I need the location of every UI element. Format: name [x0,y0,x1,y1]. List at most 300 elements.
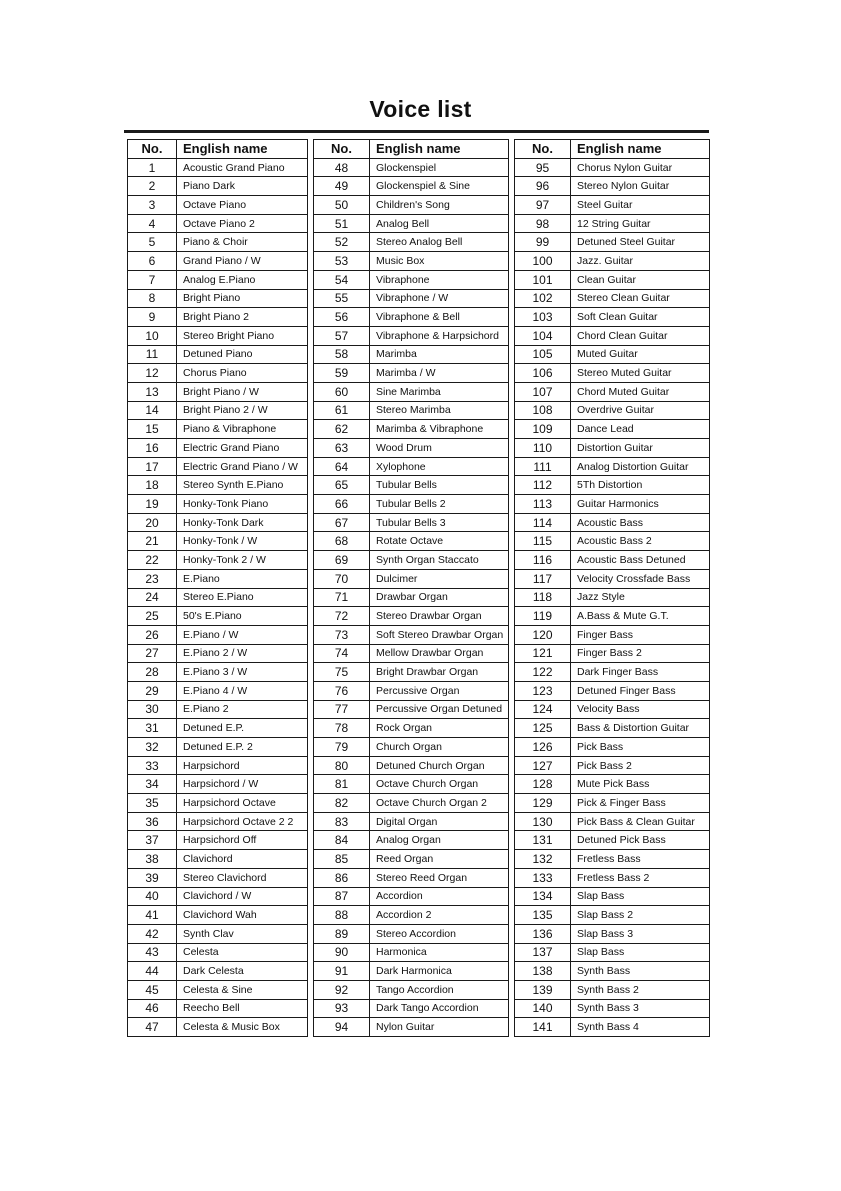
voice-name: Mellow Drawbar Organ [370,644,509,663]
voice-name: Guitar Harmonics [571,495,710,514]
voice-name: Stereo Synth E.Piano [177,476,308,495]
voice-name: Celesta [177,943,308,962]
voice-number: 61 [314,401,370,420]
voice-name: Stereo Accordion [370,924,509,943]
voice-name: Rotate Octave [370,532,509,551]
voice-number: 91 [314,962,370,981]
voice-number: 116 [515,551,571,570]
voice-name: Slap Bass [571,887,710,906]
voice-name: E.Piano 2 / W [177,644,308,663]
voice-number: 96 [515,177,571,196]
voice-number: 25 [128,607,177,626]
voice-name: E.Piano 4 / W [177,681,308,700]
table-row [128,719,710,738]
voice-name: E.Piano [177,569,308,588]
voice-number: 2 [128,177,177,196]
voice-number: 11 [128,345,177,364]
voice-number: 128 [515,775,571,794]
voice-name: Overdrive Guitar [571,401,710,420]
voice-name: E.Piano 2 [177,700,308,719]
voice-number: 140 [515,999,571,1018]
voice-number: 139 [515,980,571,999]
voice-number: 131 [515,831,571,850]
voice-name: Clavichord Wah [177,906,308,925]
table-row [128,196,710,215]
voice-number: 90 [314,943,370,962]
voice-number: 93 [314,999,370,1018]
voice-number: 88 [314,906,370,925]
table-row [128,551,710,570]
voice-number: 119 [515,607,571,626]
voice-name: Stereo Marimba [370,401,509,420]
voice-name: Glockenspiel & Sine [370,177,509,196]
voice-number: 121 [515,644,571,663]
voice-number: 126 [515,738,571,757]
voice-number: 77 [314,700,370,719]
voice-name: Clean Guitar [571,270,710,289]
table-row [128,663,710,682]
voice-number: 114 [515,513,571,532]
voice-number: 38 [128,850,177,869]
table-row [128,775,710,794]
voice-name: Grand Piano / W [177,252,308,271]
voice-number: 63 [314,439,370,458]
voice-name: Mute Pick Bass [571,775,710,794]
voice-name: Analog Distortion Guitar [571,457,710,476]
voice-number: 83 [314,812,370,831]
voice-name: Detuned E.P. [177,719,308,738]
voice-name: Slap Bass 2 [571,906,710,925]
voice-number: 15 [128,420,177,439]
table-row [128,420,710,439]
voice-name: Electric Grand Piano [177,439,308,458]
table-row [128,850,710,869]
voice-number: 111 [515,457,571,476]
voice-name: Finger Bass [571,625,710,644]
header-no: No. [314,140,370,159]
table-row [128,906,710,925]
table-row [128,513,710,532]
voice-number: 86 [314,868,370,887]
voice-number: 43 [128,943,177,962]
voice-name: Dark Harmonica [370,962,509,981]
voice-name: Accordion [370,887,509,906]
voice-name: Vibraphone / W [370,289,509,308]
voice-name: Stereo Nylon Guitar [571,177,710,196]
voice-number: 49 [314,177,370,196]
table-row [128,401,710,420]
voice-number: 136 [515,924,571,943]
voice-number: 8 [128,289,177,308]
voice-number: 5 [128,233,177,252]
voice-number: 23 [128,569,177,588]
voice-name: Honky-Tonk Piano [177,495,308,514]
table-row [128,831,710,850]
voice-number: 17 [128,457,177,476]
voice-name: Glockenspiel [370,158,509,177]
table-row [128,439,710,458]
voice-name: Bright Piano 2 [177,308,308,327]
voice-number: 72 [314,607,370,626]
voice-number: 109 [515,420,571,439]
voice-number: 99 [515,233,571,252]
voice-name: Digital Organ [370,812,509,831]
table-row [128,756,710,775]
voice-name: Octave Church Organ [370,775,509,794]
voice-number: 97 [515,196,571,215]
voice-name: Sine Marimba [370,382,509,401]
voice-number: 110 [515,439,571,458]
voice-number: 104 [515,326,571,345]
table-row [128,962,710,981]
voice-number: 76 [314,681,370,700]
voice-number: 41 [128,906,177,925]
voice-number: 7 [128,270,177,289]
voice-name: Soft Clean Guitar [571,308,710,327]
voice-number: 54 [314,270,370,289]
voice-number: 56 [314,308,370,327]
voice-number: 42 [128,924,177,943]
voice-name: Vibraphone [370,270,509,289]
voice-name: Velocity Crossfade Bass [571,569,710,588]
voice-name: Stereo Clavichord [177,868,308,887]
table-row [128,457,710,476]
voice-name: Church Organ [370,738,509,757]
voice-name: Vibraphone & Bell [370,308,509,327]
voice-name: 12 String Guitar [571,214,710,233]
voice-name: Finger Bass 2 [571,644,710,663]
voice-name: Synth Clav [177,924,308,943]
voice-number: 34 [128,775,177,794]
voice-number: 3 [128,196,177,215]
voice-number: 79 [314,738,370,757]
voice-number: 124 [515,700,571,719]
voice-name: Stereo Reed Organ [370,868,509,887]
voice-name: Stereo Muted Guitar [571,364,710,383]
voice-name: Harpsichord Octave 2 2 [177,812,308,831]
voice-number: 9 [128,308,177,327]
voice-number: 55 [314,289,370,308]
voice-name: Pick Bass [571,738,710,757]
voice-name: Honky-Tonk / W [177,532,308,551]
voice-number: 20 [128,513,177,532]
voice-number: 112 [515,476,571,495]
voice-number: 30 [128,700,177,719]
voice-name: Slap Bass [571,943,710,962]
voice-number: 58 [314,345,370,364]
voice-name: Electric Grand Piano / W [177,457,308,476]
voice-name: Accordion 2 [370,906,509,925]
voice-number: 40 [128,887,177,906]
voice-name: Synth Bass [571,962,710,981]
voice-number: 78 [314,719,370,738]
voice-number: 134 [515,887,571,906]
header-no: No. [128,140,177,159]
voice-name: Analog Organ [370,831,509,850]
table-row [128,270,710,289]
voice-name: Harpsichord / W [177,775,308,794]
voice-number: 19 [128,495,177,514]
voice-number: 35 [128,794,177,813]
voice-number: 51 [314,214,370,233]
voice-number: 53 [314,252,370,271]
voice-number: 87 [314,887,370,906]
voice-name: Children's Song [370,196,509,215]
voice-name: Stereo Bright Piano [177,326,308,345]
voice-number: 37 [128,831,177,850]
voice-number: 137 [515,943,571,962]
voice-number: 80 [314,756,370,775]
voice-name: Slap Bass 3 [571,924,710,943]
voice-number: 66 [314,495,370,514]
voice-name: Chorus Piano [177,364,308,383]
voice-name: Dulcimer [370,569,509,588]
voice-number: 18 [128,476,177,495]
voice-number: 120 [515,625,571,644]
voice-number: 107 [515,382,571,401]
voice-number: 122 [515,663,571,682]
voice-name: Synth Bass 4 [571,1018,710,1037]
voice-name: Acoustic Bass 2 [571,532,710,551]
voice-number: 57 [314,326,370,345]
voice-number: 67 [314,513,370,532]
voice-number: 132 [515,850,571,869]
table-row [128,569,710,588]
voice-name: Bright Piano [177,289,308,308]
header-no: No. [515,140,571,159]
voice-number: 74 [314,644,370,663]
voice-number: 69 [314,551,370,570]
voice-name: Wood Drum [370,439,509,458]
voice-number: 44 [128,962,177,981]
voice-name: Octave Church Organ 2 [370,794,509,813]
table-row [128,308,710,327]
voice-name: 50's E.Piano [177,607,308,626]
table-row [128,364,710,383]
voice-name: Harpsichord [177,756,308,775]
voice-name: Chord Clean Guitar [571,326,710,345]
voice-name: Dance Lead [571,420,710,439]
table-row [128,812,710,831]
voice-name: Chorus Nylon Guitar [571,158,710,177]
voice-number: 26 [128,625,177,644]
voice-number: 115 [515,532,571,551]
voice-number: 70 [314,569,370,588]
voice-number: 103 [515,308,571,327]
table-row [128,738,710,757]
voice-name: Reed Organ [370,850,509,869]
voice-name: Steel Guitar [571,196,710,215]
voice-number: 71 [314,588,370,607]
voice-name: 5Th Distortion [571,476,710,495]
voice-number: 101 [515,270,571,289]
table-row [128,158,710,177]
voice-number: 125 [515,719,571,738]
voice-number: 39 [128,868,177,887]
voice-number: 138 [515,962,571,981]
voice-number: 31 [128,719,177,738]
table-row [128,943,710,962]
voice-number: 1 [128,158,177,177]
voice-name: Honky-Tonk Dark [177,513,308,532]
voice-name: Dark Finger Bass [571,663,710,682]
voice-name: Piano & Vibraphone [177,420,308,439]
voice-name: Marimba [370,345,509,364]
voice-number: 47 [128,1018,177,1037]
voice-number: 133 [515,868,571,887]
voice-name: Octave Piano [177,196,308,215]
voice-number: 81 [314,775,370,794]
voice-name: Bright Piano 2 / W [177,401,308,420]
voice-name: Detuned Piano [177,345,308,364]
voice-number: 129 [515,794,571,813]
voice-name: Synth Organ Staccato [370,551,509,570]
voice-name: Stereo Drawbar Organ [370,607,509,626]
voice-name: Xylophone [370,457,509,476]
voice-number: 33 [128,756,177,775]
voice-number: 117 [515,569,571,588]
table-row [128,252,710,271]
table-row [128,289,710,308]
voice-number: 46 [128,999,177,1018]
table-row [128,345,710,364]
voice-number: 73 [314,625,370,644]
voice-name: Nylon Guitar [370,1018,509,1037]
voice-number: 105 [515,345,571,364]
voice-name: Synth Bass 3 [571,999,710,1018]
voice-name: Marimba / W [370,364,509,383]
voice-number: 21 [128,532,177,551]
title-rule [124,130,709,133]
voice-number: 75 [314,663,370,682]
table-row [128,177,710,196]
voice-list-body [128,158,710,1036]
voice-name: Stereo E.Piano [177,588,308,607]
voice-name: Percussive Organ Detuned [370,700,509,719]
table-row [128,476,710,495]
voice-name: Bass & Distortion Guitar [571,719,710,738]
voice-name: Detuned Pick Bass [571,831,710,850]
voice-name: Muted Guitar [571,345,710,364]
voice-name: Acoustic Bass Detuned [571,551,710,570]
table-row [128,607,710,626]
voice-name: Acoustic Bass [571,513,710,532]
voice-number: 62 [314,420,370,439]
voice-number: 13 [128,382,177,401]
voice-name: Jazz. Guitar [571,252,710,271]
voice-number: 65 [314,476,370,495]
voice-number: 135 [515,906,571,925]
voice-name: Drawbar Organ [370,588,509,607]
voice-name: Marimba & Vibraphone [370,420,509,439]
voice-number: 130 [515,812,571,831]
voice-name: E.Piano / W [177,625,308,644]
header-english-name: English name [177,140,308,159]
voice-name: Pick & Finger Bass [571,794,710,813]
table-row [128,233,710,252]
header-english-name: English name [571,140,710,159]
header-english-name: English name [370,140,509,159]
voice-name: Analog E.Piano [177,270,308,289]
voice-number: 100 [515,252,571,271]
table-row [128,1018,710,1037]
voice-name: Tubular Bells 2 [370,495,509,514]
table-row [128,794,710,813]
voice-name: Detuned Church Organ [370,756,509,775]
voice-number: 94 [314,1018,370,1037]
table-row [128,700,710,719]
table-row [128,214,710,233]
voice-number: 102 [515,289,571,308]
voice-name: Detuned Steel Guitar [571,233,710,252]
voice-name: Fretless Bass [571,850,710,869]
table-row [128,999,710,1018]
voice-number: 29 [128,681,177,700]
voice-number: 28 [128,663,177,682]
voice-name: Pick Bass 2 [571,756,710,775]
voice-number: 123 [515,681,571,700]
voice-number: 4 [128,214,177,233]
table-row [128,980,710,999]
voice-number: 14 [128,401,177,420]
voice-name: Percussive Organ [370,681,509,700]
voice-name: Pick Bass & Clean Guitar [571,812,710,831]
table-row [128,924,710,943]
voice-name: Harpsichord Octave [177,794,308,813]
voice-name: Rock Organ [370,719,509,738]
voice-name: Soft Stereo Drawbar Organ [370,625,509,644]
voice-number: 64 [314,457,370,476]
voice-name: Piano Dark [177,177,308,196]
voice-number: 95 [515,158,571,177]
voice-name: Dark Celesta [177,962,308,981]
voice-name: Chord Muted Guitar [571,382,710,401]
voice-name: Celesta & Music Box [177,1018,308,1037]
voice-number: 141 [515,1018,571,1037]
table-row [128,588,710,607]
voice-name: Harpsichord Off [177,831,308,850]
voice-name: Dark Tango Accordion [370,999,509,1018]
voice-number: 60 [314,382,370,401]
voice-name: Celesta & Sine [177,980,308,999]
voice-name: Stereo Analog Bell [370,233,509,252]
voice-name: E.Piano 3 / W [177,663,308,682]
voice-name: Octave Piano 2 [177,214,308,233]
voice-number: 108 [515,401,571,420]
voice-number: 127 [515,756,571,775]
voice-number: 92 [314,980,370,999]
voice-name: Honky-Tonk 2 / W [177,551,308,570]
voice-name: Tango Accordion [370,980,509,999]
voice-number: 24 [128,588,177,607]
voice-number: 52 [314,233,370,252]
voice-name: Clavichord / W [177,887,308,906]
voice-number: 12 [128,364,177,383]
voice-name: Vibraphone & Harpsichord [370,326,509,345]
voice-number: 85 [314,850,370,869]
voice-number: 27 [128,644,177,663]
table-row [128,681,710,700]
table-row [128,495,710,514]
voice-number: 106 [515,364,571,383]
voice-name: Distortion Guitar [571,439,710,458]
voice-name: Harmonica [370,943,509,962]
voice-name: Analog Bell [370,214,509,233]
voice-name: Music Box [370,252,509,271]
voice-number: 32 [128,738,177,757]
voice-name: Velocity Bass [571,700,710,719]
voice-number: 36 [128,812,177,831]
